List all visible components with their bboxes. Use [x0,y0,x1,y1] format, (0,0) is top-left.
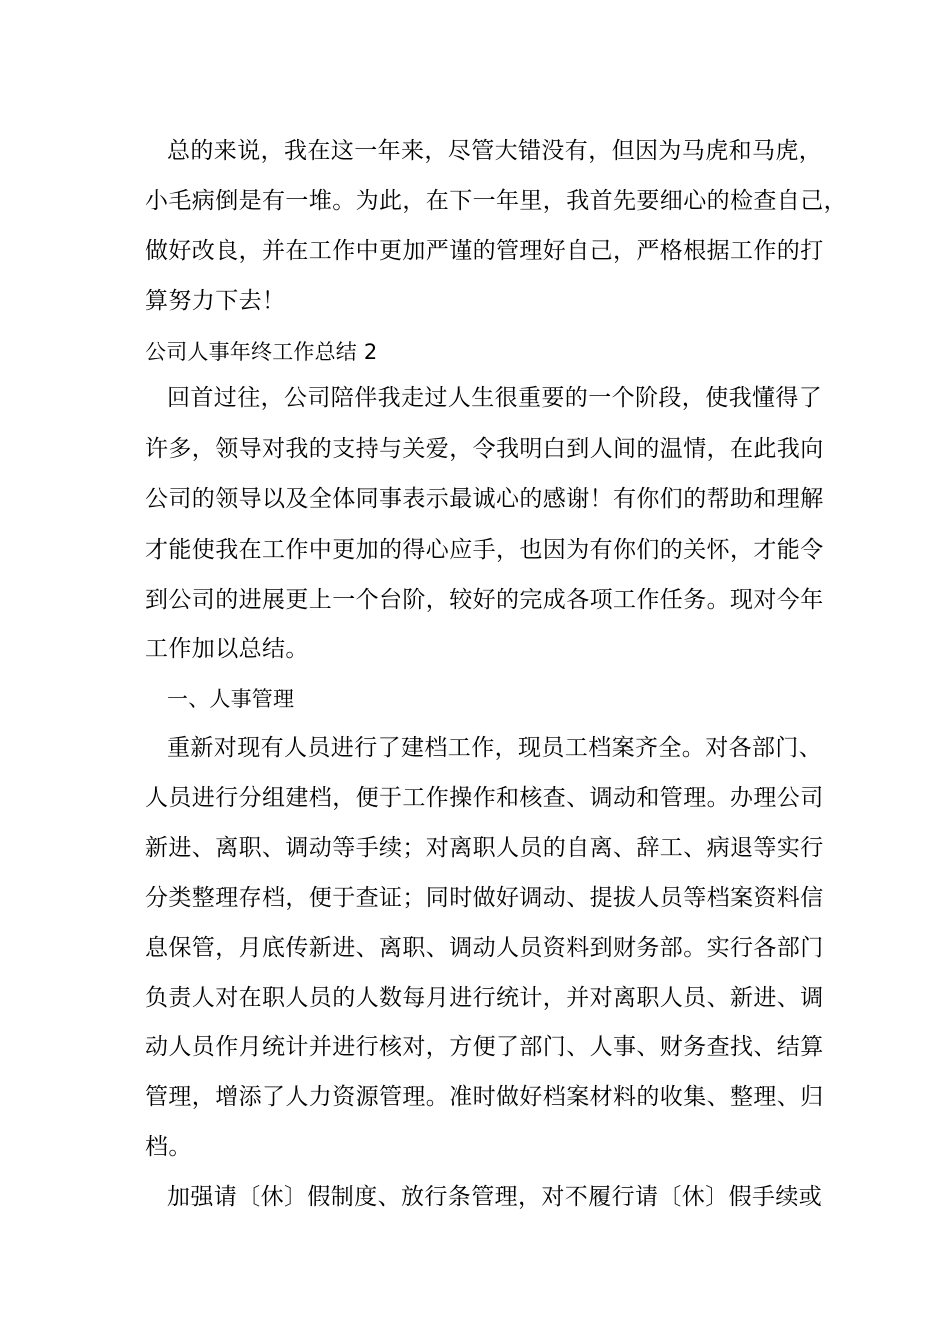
paragraph-line: 回首过往，公司陪伴我走过人生很重要的一个阶段，使我懂得了 [167,385,823,411]
paragraph-line: 加强请〔休〕假制度、放行条管理，对不履行请〔休〕假手续或 [167,1184,823,1210]
paragraph-line: 做好改良，并在工作中更加严谨的管理好自己，严格根据工作的打 [145,238,824,264]
paragraph-line: 公司的领导以及全体同事表示最诚心的感谢！有你们的帮助和理解 [145,486,824,512]
paragraph-line: 新进、离职、调动等手续；对离职人员的自离、辞工、病退等实行 [145,835,824,861]
paragraph-line: 到公司的进展更上一个台阶，较好的完成各项工作任务。现对今年 [145,587,824,613]
paragraph-line: 工作加以总结。 [145,636,309,662]
paragraph-line: 负责人对在职人员的人数每月进行统计，并对离职人员、新进、调 [145,985,824,1011]
paragraph-line: 人员进行分组建档，便于工作操作和核查、调动和管理。办理公司 [145,785,824,811]
subsection-heading: 一、人事管理 [167,687,295,711]
paragraph-line: 才能使我在工作中更加的得心应手，也因为有你们的关怀，才能令 [145,537,824,563]
paragraph-line: 算努力下去！ [145,288,286,314]
paragraph-line: 动人员作月统计并进行核对，方便了部门、人事、财务查找、结算 [145,1034,824,1060]
paragraph-line: 总的来说，我在这一年来，尽管大错没有，但因为马虎和马虎， [167,138,823,164]
paragraph-line: 许多，领导对我的支持与关爱，令我明白到人间的温情，在此我向 [145,436,824,462]
section-title: 公司人事年终工作总结 2 [145,340,378,364]
paragraph-line: 小毛病倒是有一堆。为此，在下一年里，我首先要细心的检查自己， [145,188,847,214]
paragraph-line: 息保管，月底传新进、离职、调动人员资料到财务部。实行各部门 [145,935,824,961]
paragraph-line: 分类整理存档，便于查证；同时做好调动、提拔人员等档案资料信 [145,885,824,911]
paragraph-line: 重新对现有人员进行了建档工作，现员工档案齐全。对各部门、 [167,735,823,761]
paragraph-line: 管理，增添了人力资源管理。准时做好档案材料的收集、整理、归 [145,1084,824,1110]
paragraph-line: 档。 [145,1134,192,1160]
